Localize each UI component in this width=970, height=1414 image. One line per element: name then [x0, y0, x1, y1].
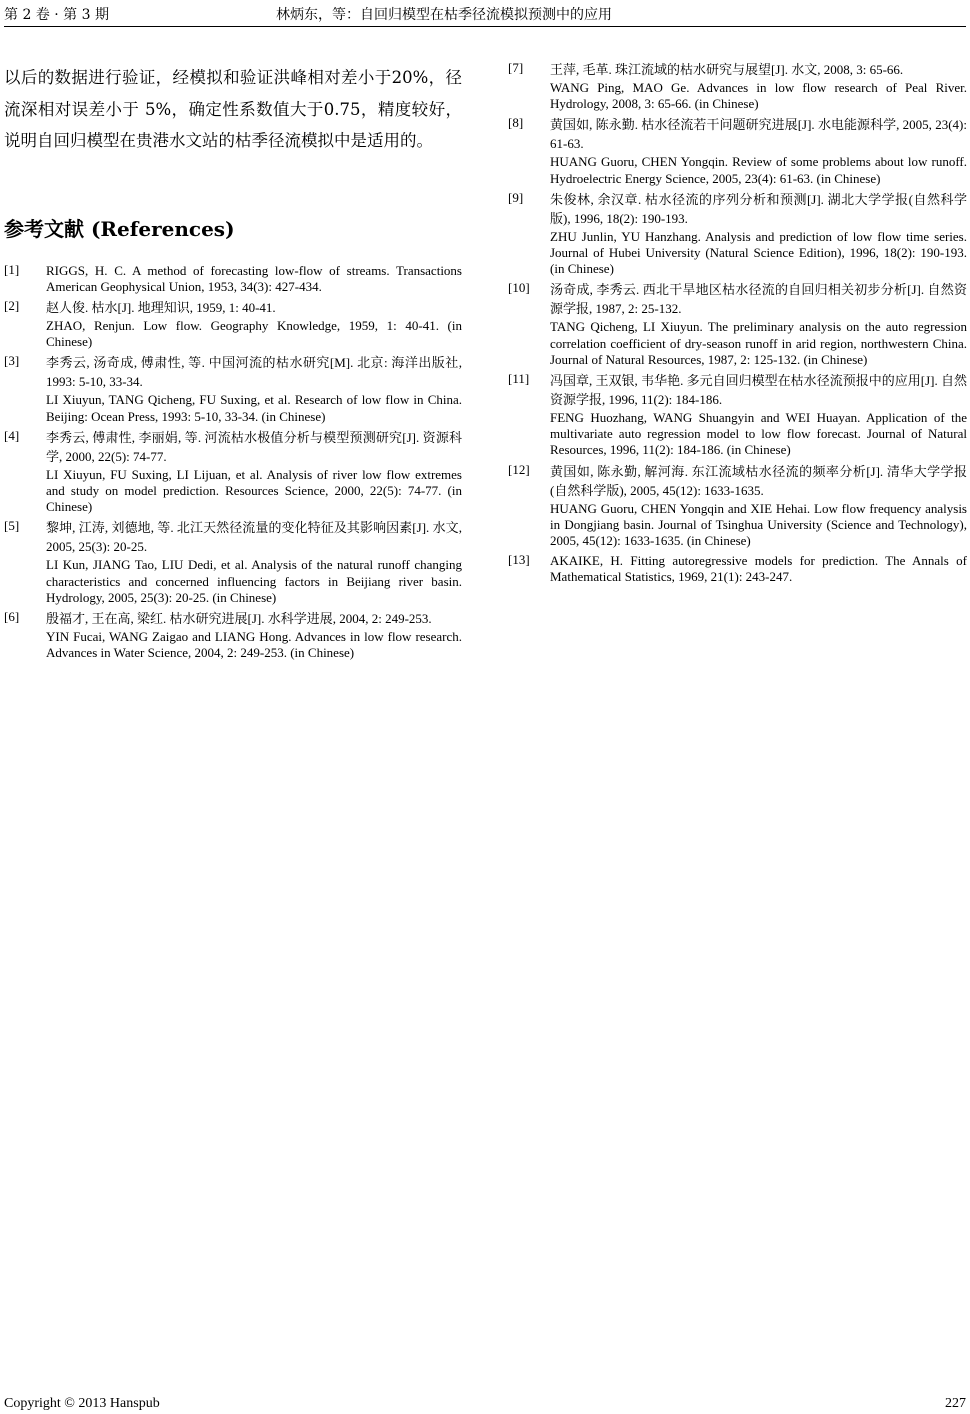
reference-number: [7] [508, 60, 524, 75]
reference-number: [3] [4, 353, 20, 369]
reference-number: [11] [508, 371, 530, 387]
reference-item [508, 552, 967, 585]
running-header [4, 0, 966, 27]
reference-english: LI Xiuyun, TANG Qicheng, FU Suxing, et al. Research of low flow in China. Beijing: Ocean Press, 1993: 5-10, 33-34. (in Chinese) [46, 392, 462, 424]
reference-english: LI Kun, JIANG Tao, LIU Dedi, et al. Analysis of the natural runoff changing characteristics and concerned influencing factors in Beijiang river basin. Hydrology, 2005, 25(3): 20-25. (in Chinese) [46, 557, 462, 605]
reference-english: RIGGS, H. C. A method of forecasting low-flow of streams. Transactions American Geophysical Union, 1953, 34(3): 427-434. [46, 262, 462, 294]
reference-chinese: 李秀云, 汤奇成, 傅肃性, 等. 中国河流的枯水研究[M]. 北京: 海洋出版社, 1993: 5-10, 33-34. [46, 355, 462, 390]
reference-english: TANG Qicheng, LI Xiuyun. The preliminary analysis on the auto regression correlation coefficient of dry-season runoff in arid region, northwestern China. Journal of Natural Resources, 1987, 2: 125-132. (in Chinese) [550, 319, 967, 367]
reference-item [4, 518, 462, 606]
page-number: 227 [945, 1396, 966, 1411]
reference-number: [4] [4, 427, 20, 443]
reference-number: [12] [508, 461, 530, 477]
references-title: 参考文献 (References) [4, 216, 235, 241]
reference-english: YIN Fucai, WANG Zaigao and LIANG Hong. Advances in low flow research. Advances in Water Science, 2004, 2: 249-253. (in Chinese) [46, 628, 462, 661]
left-column [4, 62, 462, 664]
reference-text [550, 60, 967, 112]
reference-number: [8] [508, 115, 524, 131]
reference-number: [6] [4, 608, 20, 624]
reference-text [46, 609, 462, 661]
reference-item [508, 280, 967, 368]
copyright-notice: Copyright © 2013 Hanspub [4, 1396, 160, 1411]
references-list-right [508, 60, 967, 586]
reference-text [550, 552, 967, 585]
reference-number: [10] [508, 280, 530, 296]
reference-text [46, 298, 462, 350]
reference-english: AKAIKE, H. Fitting autoregressive models for prediction. The Annals of Mathematical Statistics, 1969, 21(1): 243-247. [550, 553, 967, 585]
reference-item [508, 462, 967, 550]
reference-english: ZHU Junlin, YU Hanzhang. Analysis and prediction of low flow time series. Journal of Hubei University (Natural Science Edition), 1996, 18(2): 190-193. (in Chinese) [550, 228, 967, 277]
body-paragraph: 以后的数据进行验证，经模拟和验证洪峰相对差小于20%，径流深相对误差小于 5%，确定性系数值大于0.75，精度较好，说明自回归模型在贵港水文站的枯季径流模拟中是适用的。 [4, 68, 462, 150]
reference-number: [1] [4, 261, 20, 277]
reference-chinese: 冯国章, 王双银, 韦华艳. 多元自回归模型在枯水径流预报中的应用[J]. 自然资源学报, 1996, 11(2): 184-186. [550, 373, 967, 408]
reference-english: ZHAO, Renjun. Low flow. Geography Knowledge, 1959, 1: 40-41. (in Chinese) [46, 317, 462, 350]
reference-item [508, 371, 967, 459]
reference-english: WANG Ping, MAO Ge. Advances in low flow research of Peal River. Hydrology, 2008, 3: 65-66. (in Chinese) [550, 80, 967, 112]
reference-number: [9] [508, 189, 524, 205]
reference-text [46, 353, 462, 424]
reference-chinese: 黄国如, 陈永勤. 枯水径流若干问题研究进展[J]. 水电能源科学, 2005, 23(4): 61-63. [550, 117, 967, 152]
reference-number: [5] [4, 518, 20, 534]
reference-item [4, 609, 462, 661]
references-list-left [4, 262, 462, 662]
reference-text [46, 428, 462, 516]
reference-text [550, 462, 967, 550]
right-column [508, 60, 967, 589]
reference-item [508, 115, 967, 186]
reference-chinese: 黎坤, 江涛, 刘德地, 等. 北江天然径流量的变化特征及其影响因素[J]. 水文, 2005, 25(3): 20-25. [46, 520, 462, 555]
reference-chinese: 殷福才, 王在高, 梁红. 枯水研究进展[J]. 水科学进展, 2004, 2: 249-253. [46, 610, 432, 626]
reference-item [4, 262, 462, 295]
reference-chinese: 赵人俊. 枯水[J]. 地理知识, 1959, 1: 40-41. [46, 299, 276, 315]
reference-chinese: 李秀云, 傅肃性, 李丽娟, 等. 河流枯水极值分析与模型预测研究[J]. 资源科学, 2000, 22(5): 74-77. [46, 429, 462, 464]
reference-item [4, 298, 462, 350]
reference-text [550, 371, 967, 459]
reference-item [508, 190, 967, 278]
reference-chinese: 王萍, 毛革. 珠江流域的枯水研究与展望[J]. 水文, 2008, 3: 65-66. [550, 62, 904, 77]
reference-chinese: 黄国如, 陈永勤, 解河海. 东江流域枯水径流的频率分析[J]. 清华大学学报(自然科学版), 2005, 45(12): 1633-1635. [550, 463, 967, 498]
running-title: 林炳东，等：自回归模型在枯季径流模拟预测中的应用 [276, 7, 612, 23]
reference-text [46, 518, 462, 606]
reference-number: [13] [508, 552, 530, 568]
reference-english: LI Xiuyun, FU Suxing, LI Lijuan, et al. Analysis of river low flow extremes and study on model prediction. Resources Science, 2000, 22(5): 74-77. (in Chinese) [46, 466, 462, 515]
reference-item [4, 428, 462, 516]
reference-item [508, 60, 967, 112]
reference-english: HUANG Guoru, CHEN Yongqin and XIE Hehai. Low flow frequency analysis in Dongjiang basin. Journal of Tsinghua University (Science and Technology), 2005, 45(12): 1633-1635. (in Chinese) [550, 500, 967, 549]
reference-chinese: 朱俊林, 余汉章. 枯水径流的序列分析和预测[J]. 湖北大学学报(自然科学版), 1996, 18(2): 190-193. [550, 191, 967, 226]
reference-chinese: 汤奇成, 李秀云. 西北干旱地区枯水径流的自回归相关初步分析[J]. 自然资源学报, 1987, 2: 25-132. [550, 282, 967, 317]
reference-text [550, 190, 967, 278]
reference-text [550, 280, 967, 368]
reference-text [550, 115, 967, 186]
volume-issue: 第 2 卷 · 第 3 期 [4, 7, 109, 23]
reference-english: HUANG Guoru, CHEN Yongqin. Review of some problems about low runoff. Hydroelectric Energy Science, 2005, 23(4): 61-63. (in Chinese) [550, 154, 967, 186]
reference-number: [2] [4, 297, 20, 313]
reference-item [4, 353, 462, 424]
page-footer [4, 1396, 966, 1412]
reference-english: FENG Huozhang, WANG Shuangyin and WEI Huayan. Application of the multivariate auto regression model to low flow forecast. Journal of Natural Resources, 1996, 11(2): 184-186. (in Chinese) [550, 410, 967, 458]
reference-text [46, 262, 462, 295]
